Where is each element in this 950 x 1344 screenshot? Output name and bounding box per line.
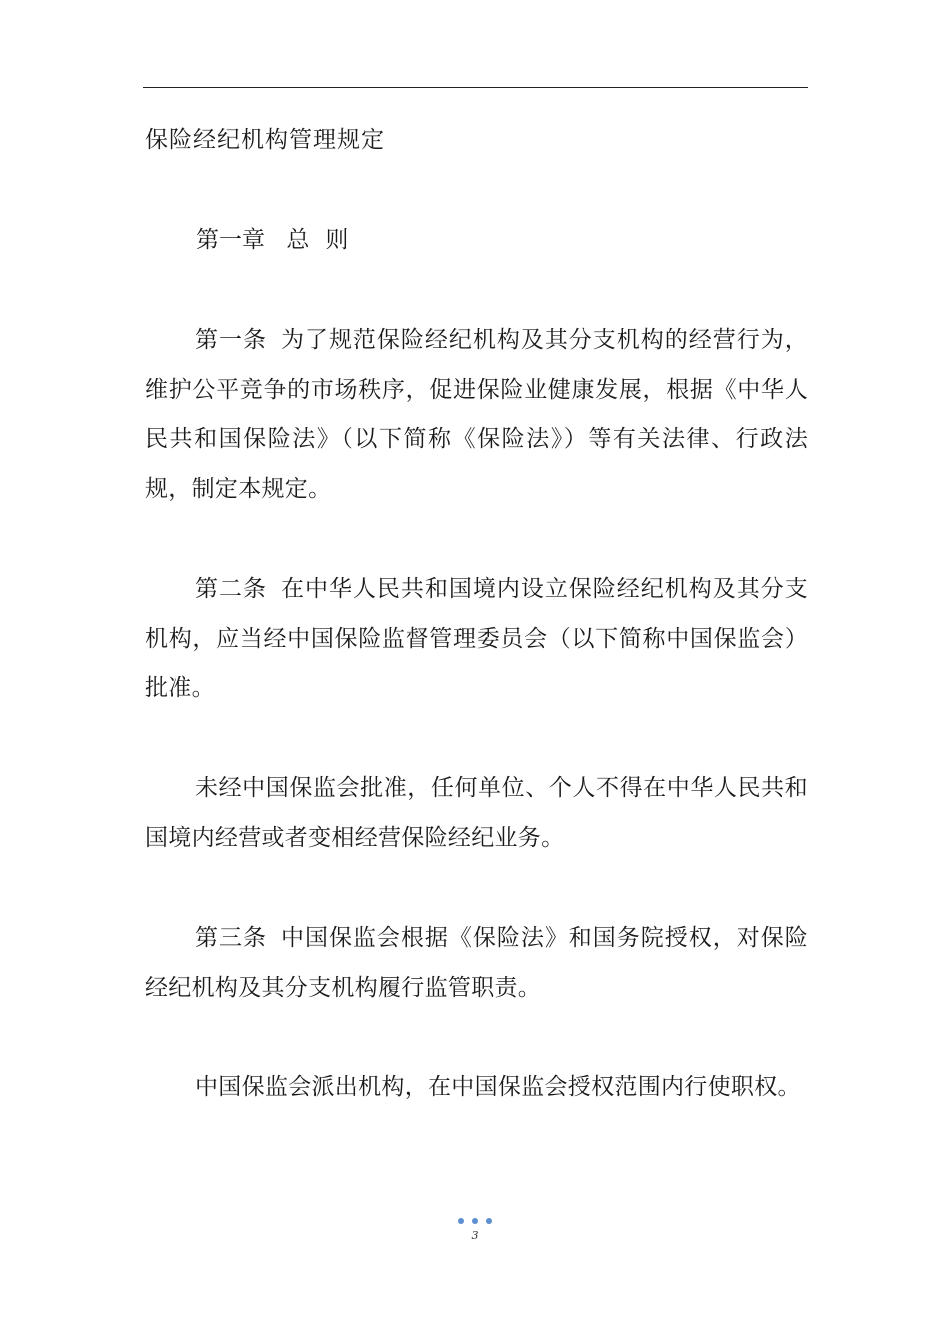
article-1-label: 第一条: [195, 327, 267, 353]
dot-icon: [458, 1218, 464, 1224]
article-2-paragraph: [145, 565, 808, 714]
article-1-paragraph: [145, 316, 808, 514]
article-1-text: 为了规范保险经纪机构及其分支机构的经营行为，维护公平竞争的市场秩序，促进保险业健康发展，根据《中华人民共和国保险法》（以下简称《保险法》）等有关法律、行政法规，制定本规定。: [145, 327, 808, 502]
dot-icon: [472, 1218, 478, 1224]
chapter-heading: [196, 218, 364, 262]
article-2-sub-text: 未经中国保监会批准，任何单位、个人不得在中华人民共和国境内经营或者变相经营保险经纪业务。: [145, 775, 808, 851]
article-2-label: 第二条: [195, 576, 267, 602]
page-dots-decoration: [458, 1218, 492, 1226]
article-2-subparagraph: [145, 764, 808, 863]
header-rule: [143, 87, 808, 88]
page-number: 3: [471, 1229, 479, 1242]
article-3-sub-text: 中国保监会派出机构，在中国保监会授权范围内行使职权。: [195, 1074, 801, 1100]
article-3-text: 中国保监会根据《保险法》和国务院授权，对保险经纪机构及其分支机构履行监管职责。: [145, 925, 808, 1001]
article-3-subparagraph: [145, 1063, 808, 1113]
article-3-paragraph: [145, 914, 808, 1013]
chapter-label: 第一章: [196, 227, 265, 253]
article-3-label: 第三条: [195, 925, 267, 951]
article-2-text: 在中华人民共和国境内设立保险经纪机构及其分支机构，应当经中国保险监督管理委员会（以下简称中国保监会）批准。: [145, 576, 808, 701]
dot-icon: [486, 1218, 492, 1224]
document-title: 保险经纪机构管理规定: [145, 127, 385, 153]
chapter-title: 总则: [286, 227, 365, 253]
